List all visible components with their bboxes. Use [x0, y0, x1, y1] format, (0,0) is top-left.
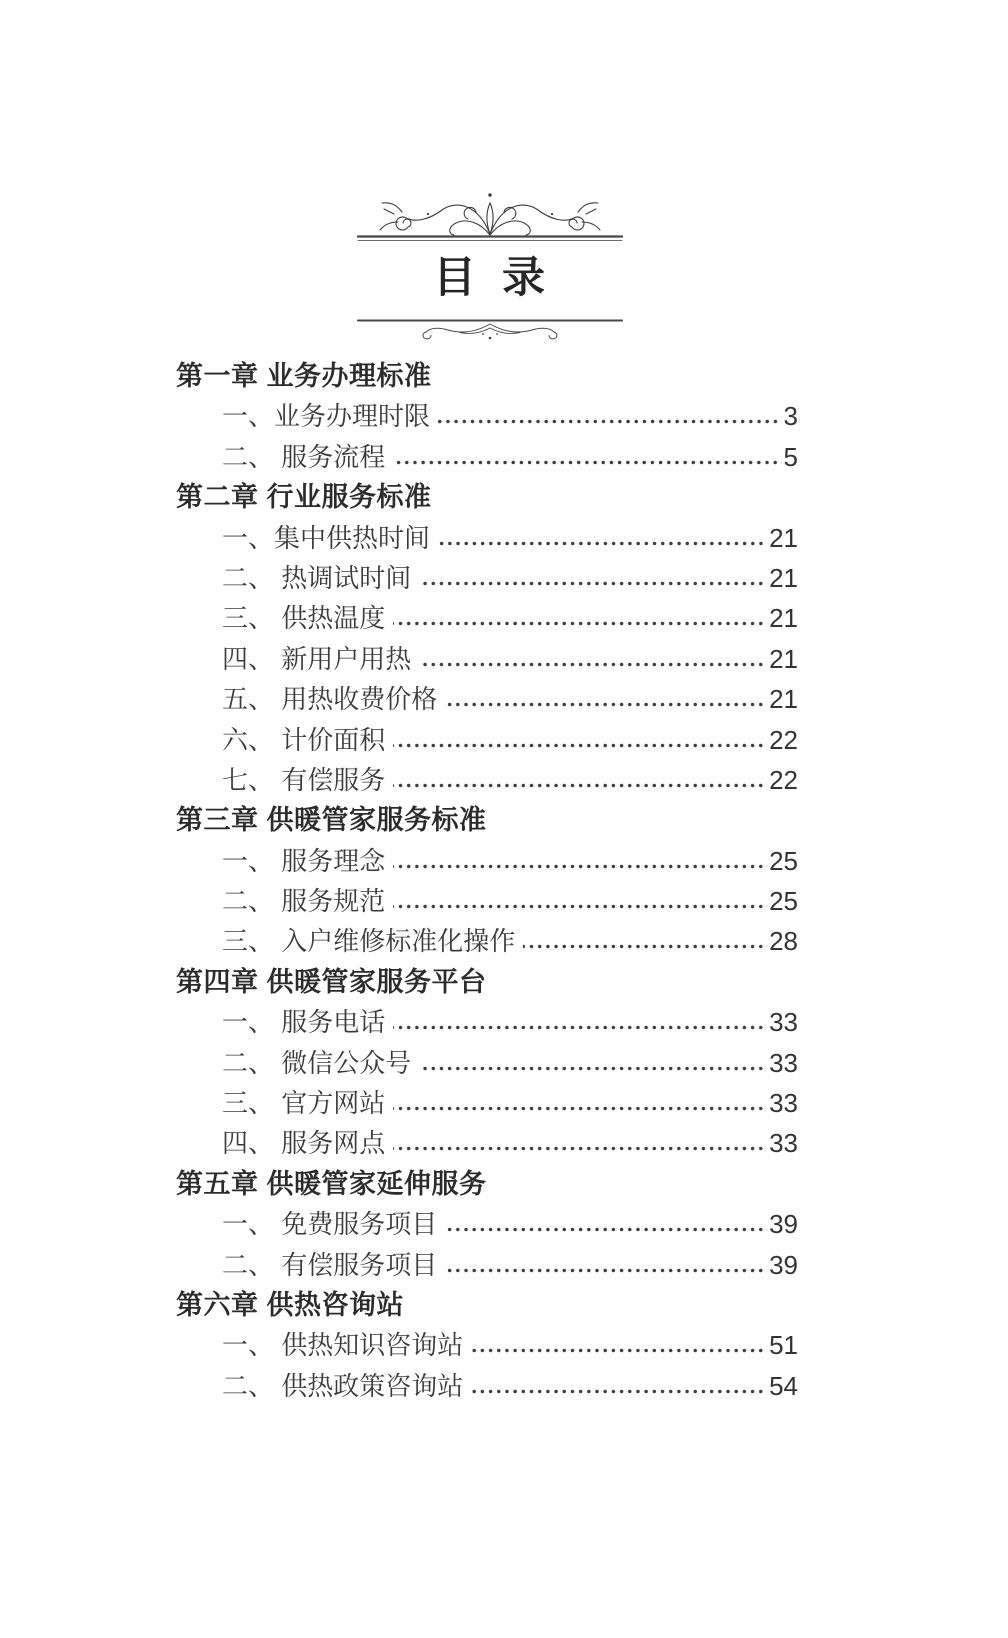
dotted-leader	[393, 1024, 767, 1031]
toc-item-row	[176, 639, 798, 679]
toc-item-page-number: 22	[769, 724, 798, 755]
toc-chapter-title: 第三章 供暖管家服务标准	[176, 805, 487, 836]
toc-chapter-row	[176, 962, 798, 1002]
toc-chapter-row	[176, 477, 798, 517]
toc-item-label: 二、 服务流程	[222, 441, 386, 472]
toc-item-label: 三、 官方网站	[222, 1088, 386, 1119]
toc-item-label: 一、 免费服务项目	[222, 1209, 438, 1240]
toc-item-page-number: 21	[769, 684, 798, 715]
toc-item-row	[176, 558, 798, 598]
dotted-leader	[393, 782, 767, 789]
toc-item-label: 二、 热调试时间	[222, 562, 412, 593]
dotted-leader	[393, 863, 767, 870]
toc-item-label: 一、 供热知识咨询站	[222, 1330, 464, 1361]
toc-item-page-number: 51	[769, 1330, 798, 1361]
toc-item-page-number: 33	[769, 1128, 798, 1159]
dotted-leader	[393, 620, 767, 627]
toc-item-row	[176, 396, 798, 436]
toc-chapter-title: 第四章 供暖管家服务平台	[176, 966, 487, 997]
toc-item-page-number: 22	[769, 764, 798, 795]
dotted-leader	[393, 1145, 767, 1152]
toc-item-page-number: 21	[769, 562, 798, 593]
toc-item-label: 三、 入户维修标准化操作	[222, 926, 516, 957]
flourish-bottom-icon	[357, 318, 623, 348]
dotted-leader	[393, 903, 767, 910]
toc-item-label: 七、 有偿服务	[222, 764, 386, 795]
toc-item-label: 一、 服务理念	[222, 845, 386, 876]
toc-chapter-title: 第二章 行业服务标准	[176, 482, 432, 513]
toc-item-row	[176, 921, 798, 961]
toc-item-label: 三、 供热温度	[222, 603, 386, 634]
page-title: 目 录	[433, 254, 547, 302]
toc-item-label: 六、 计价面积	[222, 724, 386, 755]
toc-item-page-number: 21	[769, 643, 798, 674]
toc-item-row	[176, 881, 798, 921]
toc-item-label: 一、集中供热时间	[222, 522, 431, 553]
toc-item-label: 二、 服务规范	[222, 886, 386, 917]
flourish-top-icon	[357, 190, 623, 244]
dotted-leader	[445, 701, 767, 708]
toc-item-page-number: 21	[769, 603, 798, 634]
dotted-leader	[471, 1347, 767, 1354]
toc-item-row	[176, 1204, 798, 1244]
dotted-leader	[419, 1065, 767, 1072]
toc-item-page-number: 39	[769, 1249, 798, 1280]
toc-item-page-number: 5	[783, 441, 798, 472]
toc-item-page-number: 33	[769, 1088, 798, 1119]
toc-item-page-number: 33	[769, 1007, 798, 1038]
toc-item-page-number: 33	[769, 1047, 798, 1078]
dotted-leader	[471, 1388, 767, 1395]
toc-item-row	[176, 1002, 798, 1042]
toc-item-row	[176, 518, 798, 558]
toc-item-row	[176, 720, 798, 760]
toc-chapter-title: 第一章 业务办理标准	[176, 361, 432, 391]
toc-item-row	[176, 1245, 798, 1285]
toc-item-row	[176, 841, 798, 881]
toc-chapter-title: 第六章 供热咨询站	[176, 1289, 405, 1320]
toc-item-page-number: 3	[783, 401, 798, 432]
toc-chapter-row	[176, 1164, 798, 1204]
toc-item-row	[176, 437, 798, 477]
dotted-leader	[419, 580, 767, 587]
toc-item-row	[176, 1123, 798, 1163]
toc-item-row	[176, 760, 798, 800]
toc-item-page-number: 25	[769, 845, 798, 876]
toc-item-label: 二、 供热政策咨询站	[222, 1370, 464, 1401]
toc-chapter-row	[176, 800, 798, 840]
toc-item-label: 二、 微信公众号	[222, 1047, 412, 1078]
dotted-leader	[393, 459, 781, 466]
toc-item-label: 二、 有偿服务项目	[222, 1249, 438, 1280]
dotted-leader	[438, 418, 782, 425]
toc-chapter-title: 第五章 供暖管家延伸服务	[176, 1168, 487, 1199]
toc-item-page-number: 28	[769, 926, 798, 957]
dotted-leader	[523, 943, 767, 950]
toc-chapter-row	[176, 1285, 798, 1325]
toc-item-page-number: 25	[769, 886, 798, 917]
toc-item-page-number: 54	[769, 1370, 798, 1401]
dotted-leader	[393, 1105, 767, 1112]
toc-item-row	[176, 1043, 798, 1083]
toc-item-label: 四、 服务网点	[222, 1128, 386, 1159]
toc-chapter-row	[176, 356, 798, 396]
toc-item-page-number: 21	[769, 522, 798, 553]
toc-item-label: 一、业务办理时限	[222, 401, 431, 432]
toc-list	[176, 356, 798, 1406]
dotted-leader	[393, 742, 767, 749]
toc-item-row	[176, 1325, 798, 1365]
dotted-leader	[419, 661, 767, 668]
toc-item-label: 四、 新用户用热	[222, 643, 412, 674]
toc-item-row	[176, 679, 798, 719]
toc-item-label: 五、 用热收费价格	[222, 684, 438, 715]
toc-item-row	[176, 598, 798, 638]
toc-header	[357, 190, 623, 350]
dotted-leader	[438, 540, 767, 547]
toc-item-row	[176, 1366, 798, 1406]
dotted-leader	[445, 1226, 767, 1233]
dotted-leader	[445, 1267, 767, 1274]
toc-item-label: 一、 服务电话	[222, 1007, 386, 1038]
toc-item-page-number: 39	[769, 1209, 798, 1240]
toc-item-row	[176, 1083, 798, 1123]
